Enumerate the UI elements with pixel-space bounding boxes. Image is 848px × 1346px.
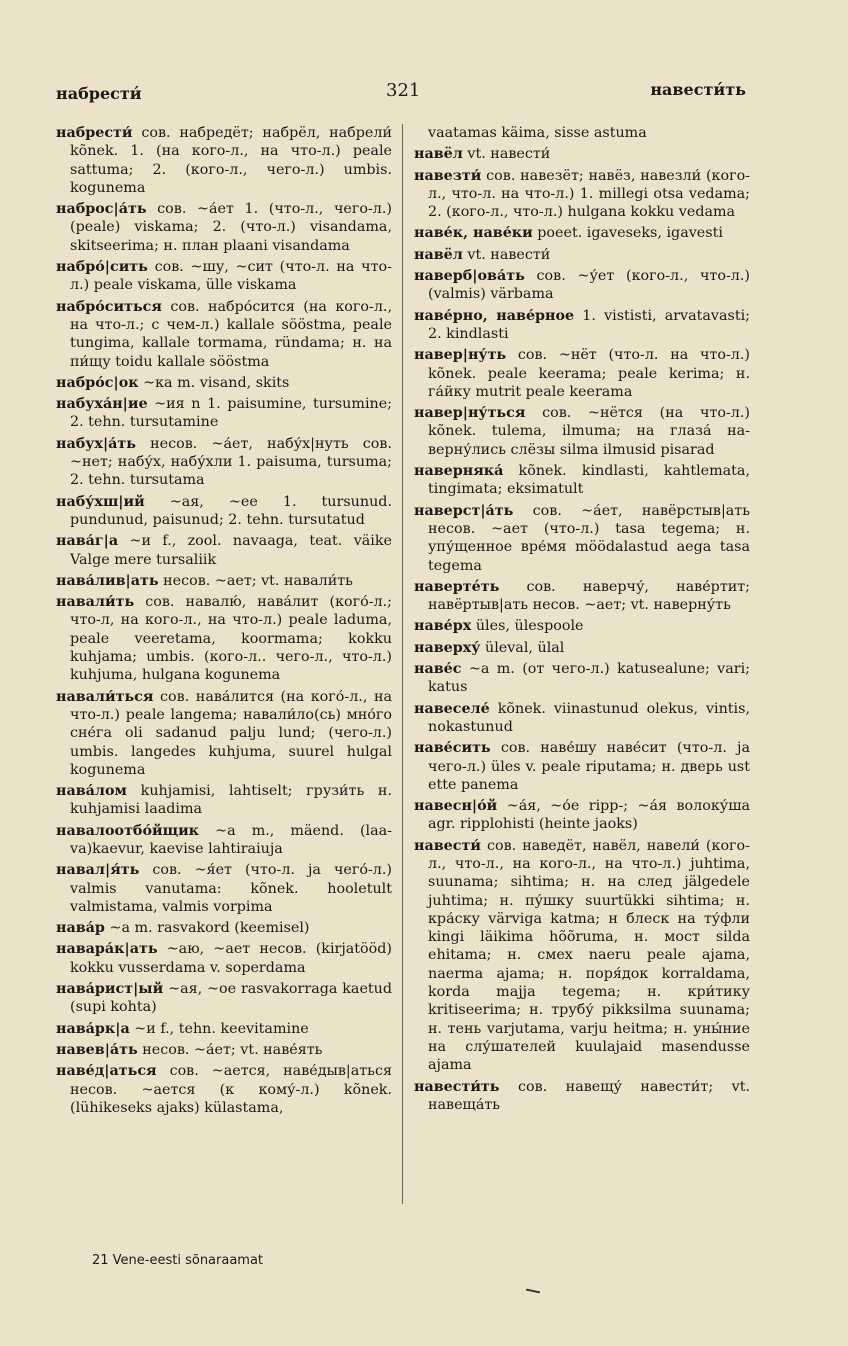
entry-headword: нава́лив|ать (56, 572, 159, 589)
dictionary-entry (56, 493, 392, 530)
entry-definition: сов. навезёт; навёз, навезли́ (кого-л., что-л. на что-л.) 1. millegi otsa vedama; 2. (кого-л., что-л.) hulgana kokku vedama (428, 167, 750, 221)
dictionary-entry (414, 462, 750, 499)
dictionary-entry (56, 1020, 392, 1038)
entry-definition: ~ка m. visand, skits (143, 374, 290, 391)
entry-headword: наве́к, наве́ки (414, 225, 533, 242)
entry-headword: нава́рк|а (56, 1020, 130, 1037)
entry-definition: ~а m. (от чего-л.) katusealune; vari; katus (428, 661, 750, 696)
entry-definition: kõnek. viinastunud olekus, vintis, nokastunud (428, 700, 750, 735)
entry-headword: набу́хш|ий (56, 493, 145, 510)
entry-definition: kuhjamisi, lahtiselt; грузи́ть н. kuhjamisi laadima (70, 783, 392, 818)
dictionary-entry (56, 861, 392, 916)
dictionary-entry (414, 267, 750, 304)
entry-definition: сов. ~а́ет, навёрстыв|ать несов. ~ает (что-л.) tasa tegema; н. упу́щенное вре́мя möödalastud aega tasa tegema (428, 502, 750, 574)
entry-headword: наве́сить (414, 740, 491, 757)
entry-headword: набро́с|ок (56, 374, 139, 391)
entry-headword: навара́к|ать (56, 941, 158, 958)
dictionary-entry (56, 1062, 392, 1117)
dictionary-entry (56, 374, 392, 392)
entry-definition: ~и f., zool. navaaga, teat. väike Valge mere tursaliik (70, 533, 392, 568)
running-head-left: набрести́ (56, 84, 142, 103)
dictionary-entry (414, 617, 750, 635)
dictionary-entry (56, 532, 392, 569)
entry-definition: сов. ~у́ет (кого-л., что-л.) (valmis) värbama (428, 268, 750, 303)
entry-headword: нава́р (56, 920, 105, 937)
dictionary-entry (414, 167, 750, 222)
entry-definition: üleval, ülal (484, 639, 565, 656)
entry-definition: ~а m. rasvakord (keemisel) (109, 920, 310, 937)
entry-headword: наве́с (414, 661, 462, 678)
entry-headword: навал|я́ть (56, 862, 140, 879)
dictionary-entry (56, 919, 392, 937)
entry-definition: ~а m., mäend. (laava)kaevur, kaevise lahtiraiuja (70, 822, 392, 857)
entry-headword: навев|а́ть (56, 1041, 138, 1058)
entry-definition: ~ая, ~ее 1. tursunud. pundunud, paisunud; 2. tehn. tursutatud (70, 493, 392, 528)
left-column (56, 124, 392, 1234)
entry-headword: навеселе́ (414, 700, 490, 717)
column-divider (402, 124, 403, 1204)
entry-definition: несов. ~а́ет; vt. наве́ять (142, 1041, 323, 1058)
dictionary-entry (414, 404, 750, 459)
dictionary-entry (414, 639, 750, 657)
continued-text: vaatamas käima, sisse astuma (428, 125, 647, 141)
dictionary-entry (414, 837, 750, 1075)
entry-headword: навёл (414, 246, 463, 263)
entry-headword: наверняка́ (414, 463, 504, 480)
entry-definition: сов. навещу́ навести́т; vt. навеща́ть (428, 1078, 750, 1113)
entry-headword: навести́ (414, 837, 481, 854)
entry-definition: сов. ~я́ет (что-л. ja чего́-л.) valmis vanutama: kõnek. hooletult valmistama, valmis vorpima (70, 862, 392, 915)
page-footer: 21 Vene-eesti sõnaraamat (92, 1253, 264, 1268)
entry-definition: poeet. igaveseks, igavesti (537, 225, 723, 242)
dictionary-entry (56, 572, 392, 590)
entry-headword: нава́г|а (56, 533, 119, 550)
dictionary-entry (56, 258, 392, 295)
entry-headword: нава́рист|ый (56, 981, 164, 998)
entry-definition: üles, ülespoole (475, 618, 584, 635)
entry-definition: ~ия n 1. paisumine, tursumine; 2. tehn. tursutamine (70, 396, 392, 431)
right-column (414, 124, 750, 1234)
entry-headword: навертéть (414, 578, 500, 595)
dictionary-entry (414, 739, 750, 794)
entry-headword: навер|ну́ться (414, 405, 526, 422)
entry-definition: сов. наве́шу наве́сит (что-л. ja чего-л.) üles v. peale riputama; н. дверь ust ette panema (428, 740, 750, 793)
dictionary-entry (414, 307, 750, 344)
print-mark (526, 1289, 540, 1294)
entry-definition: ~и f., tehn. keevitamine (134, 1020, 309, 1037)
entry-headword: набуха́н|ие (56, 396, 148, 413)
dictionary-entry (56, 688, 392, 779)
entry-headword: нава́лом (56, 783, 127, 800)
dictionary-entry (414, 346, 750, 401)
dictionary-entry (414, 797, 750, 834)
entry-definition: kõnek. kindlasti, kahtlemata, tingimata; eksimatult (428, 463, 750, 498)
entry-headword: наверст|а́ть (414, 502, 514, 519)
entry-definition: сов. ~шу, ~сит (что-л. на что-л.) peale viskama, ülle viskama (70, 259, 392, 294)
entry-definition: сов. навалю́, нава́лит (кого́-л.; что-л, на кого-л., на что-л.) peale laduma, peale veeretama, koormama; kokku kuhjama; umbis. (кого-л.. чего-л., что-л.) kuhjuma, hulgana kogunema (70, 594, 392, 684)
entry-headword: набро́|сить (56, 259, 148, 276)
dictionary-entry (56, 435, 392, 490)
entry-headword: навали́ть (56, 594, 135, 611)
entry-headword: наве́рно, наве́рное (414, 307, 575, 324)
dictionary-entry (414, 1078, 750, 1115)
entry-headword: навалоотбо́йщик (56, 822, 200, 839)
entry-definition: vt. навести́ (467, 246, 551, 263)
dictionary-entry (414, 700, 750, 737)
page-number: 321 (386, 80, 421, 101)
entry-headword: навер|ну́ть (414, 347, 507, 364)
entry-definition: сов. наведёт, навёл, навели́ (кого-л., что-л., на кого-л., на что-л.) juhtima, suunama; sihtima; н. на след jälgedele juhtima; н. пу́шку suurtükki sihtima; н. кра́ску värviga katma; н блеск на ту́фли kingi läikima hõõruma, н. мост silda ehitama; н. смех naeru peale ajama, naerma ajama; н. поря́док korraldama, korda majja tegema; н. кри́тику kritiseerima; н. трубу́ pikksilma suunama; н. тень varjutama, varju heitma; н. уны́ние на слу́шателей kuulajaid masendusse ajama (428, 837, 750, 1074)
dictionary-entry (414, 145, 750, 163)
dictionary-entry (56, 980, 392, 1017)
entry-definition: несов. ~ает; vt. навали́ть (163, 572, 353, 589)
dictionary-entry (56, 782, 392, 819)
entry-definition: несов. ~а́ет, набу́х|нуть сов. ~нет; набу́х, набу́хли 1. paisuma, tursuma; 2. tehn. tursutama (70, 435, 392, 489)
entry-headword: набрести́ (56, 125, 133, 141)
entry-definition: сов. набредёт; набрёл, набрели́ kõnek. 1. (на кого-л., на что-л.) peale sattuma; 2. (кого-л., чего-л.) umbis. kogunema (70, 125, 392, 196)
dictionary-entry (414, 660, 750, 697)
entry-headword: набух|а́ть (56, 435, 136, 452)
entry-definition: сов. набро́сится (на кого-л., на что-л.; с чем-л.) kallale sööstma, peale tungima, kallale tormama, ründama; н. на пи́щу toidu kallale sööstma (70, 298, 392, 370)
dictionary-entry (56, 395, 392, 432)
dictionary-entry (414, 578, 750, 615)
entry-definition: сов. наверчу́, наве́ртит; навёртыв|ать несов. ~ает; vt. наверну́ть (428, 578, 750, 614)
entry-definition: ~а́я, ~о́е ripp-; ~а́я волоку́ша agr. ripplohisti (heinte jaoks) (428, 798, 750, 833)
entry-headword: наве́д|аться (56, 1063, 157, 1080)
dictionary-entry (56, 822, 392, 859)
entry-definition: ~аю, ~ает несов. (kirjatööd) kokku vusserdama v. soperdama (70, 941, 392, 976)
entry-headword: навесн|о́й (414, 798, 498, 815)
dictionary-entry (56, 940, 392, 977)
running-head-right: навести́ть (650, 80, 746, 99)
dictionary-entry (414, 246, 750, 264)
page-header (56, 80, 746, 110)
entry-headword: набро́ситься (56, 298, 162, 315)
entry-definition: сов. нава́лится (на кого́-л., на что-л.) peale langema; навали́ло(сь) мно́го сне́га oli sadanud palju lund; (чего-л.) umbis. langedes kuhjuma, suurel hulgal kogunema (70, 688, 392, 778)
dictionary-entry (56, 124, 392, 197)
entry-headword: навезти́ (414, 167, 482, 184)
dictionary-entry (56, 200, 392, 255)
dictionary-entry (414, 224, 750, 242)
entry-definition: 1. vististi, arvatavasti; 2. kindlasti (428, 307, 750, 342)
entry-definition: сов. ~нётся (на что-л.) kõnek. tulema, ilmuma; на глаза́ наверну́лись слёзы silma ilmusid pisarad (428, 405, 750, 458)
dictionary-entry (56, 1041, 392, 1059)
dictionary-entry (56, 593, 392, 684)
entry-headword: наверху́ (414, 639, 481, 656)
entry-headword: наброс|а́ть (56, 201, 147, 218)
dictionary-entry (56, 298, 392, 371)
entry-headword: навёл (414, 146, 463, 163)
entry-headword: навали́ться (56, 688, 154, 705)
dictionary-entry (414, 502, 750, 575)
entry-headword: навести́ть (414, 1078, 500, 1095)
entry-definition: vt. навести́ (467, 146, 551, 163)
entry-headword: наве́рх (414, 618, 472, 635)
entry-definition: ~ая, ~ое rasvakorraga kaetud (supi kohta) (70, 981, 392, 1016)
entry-definition: сов. ~нёт (что-л. на что-л.) kõnek. peale keerama; peale kerima; н. га́йку mutrit peale keerama (428, 347, 750, 400)
entry-definition: сов. ~а́ет 1. (что-л., чего-л.) (peale) viskama; 2. (что-л.) visandama, skitseerima; н. план plaani visandama (70, 201, 392, 254)
entry-headword: наверб|ова́ть (414, 268, 525, 285)
entry-definition: сов. ~ается, наве́дыв|аться несов. ~ается (к кому́-л.) kõnek. (lühikeseks ajaks) külastama, (70, 1063, 392, 1116)
